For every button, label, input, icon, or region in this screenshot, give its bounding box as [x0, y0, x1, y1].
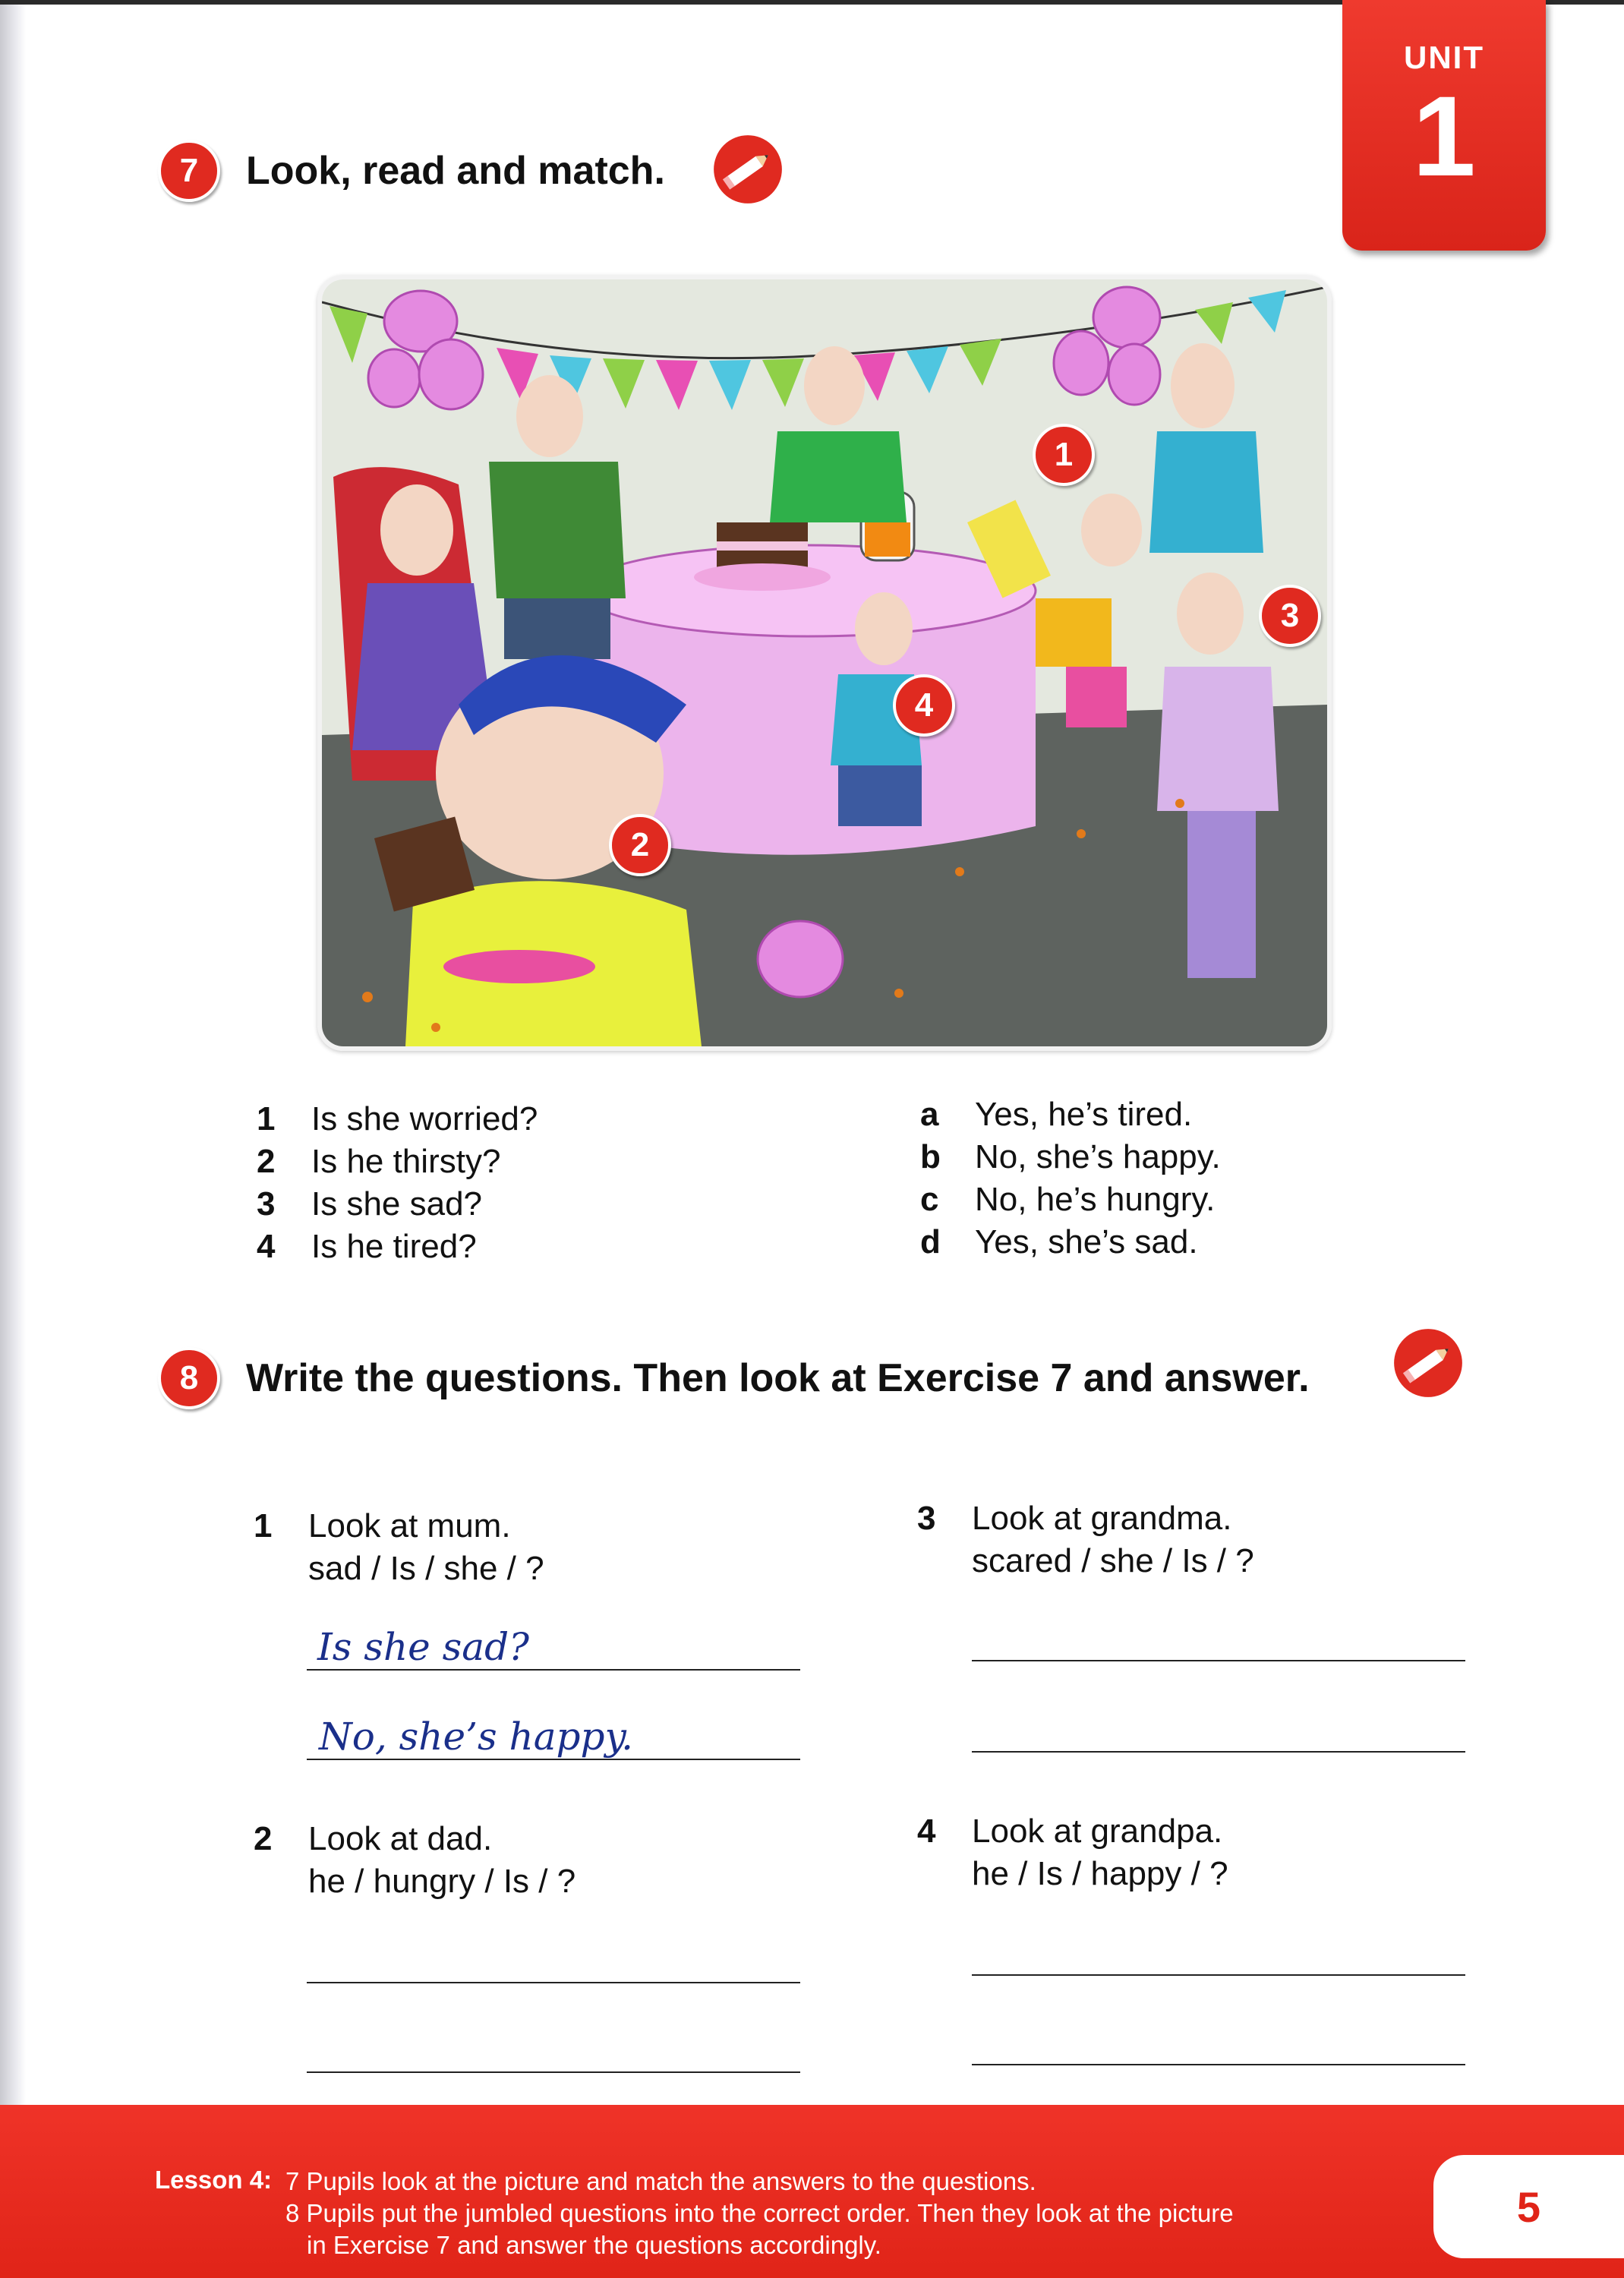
answer-letter: a: [920, 1096, 939, 1133]
teacher-notes: [285, 2166, 1234, 2261]
question-text: Is she sad?: [311, 1185, 483, 1223]
answer-text: Yes, she’s sad.: [975, 1223, 1198, 1260]
item-number: 1: [254, 1507, 273, 1544]
exercise-7-title: Look, read and match.: [246, 149, 665, 193]
question-text: Is he tired?: [311, 1228, 477, 1265]
handwritten-question: Is she sad?: [317, 1625, 529, 1669]
answer-line[interactable]: [307, 1982, 800, 1983]
answer-line[interactable]: [972, 2064, 1465, 2065]
item-jumbled-words: sad / Is / she / ?: [308, 1550, 544, 1587]
question-number: 4: [257, 1228, 276, 1265]
answer-line[interactable]: [307, 2071, 800, 2073]
list-item: [257, 1141, 538, 1183]
list-item: [257, 1098, 538, 1141]
answer-line[interactable]: [307, 1759, 800, 1760]
party-scene: [322, 279, 1327, 1046]
unit-number: 1: [1412, 72, 1476, 200]
item-prompt: Look at grandpa.: [972, 1813, 1223, 1850]
picture-marker-4: 4: [893, 674, 955, 737]
pencil-icon: [1389, 1324, 1467, 1402]
item-number: 2: [254, 1820, 273, 1857]
exercise-8-header: [158, 1347, 1310, 1409]
handwritten-answer: No, she’s happy.: [319, 1715, 634, 1759]
unit-label: UNIT: [1404, 39, 1484, 75]
teacher-notes-footer: [0, 2105, 1624, 2278]
item-prompt: Look at dad.: [308, 1820, 493, 1857]
answer-line[interactable]: [307, 1669, 800, 1671]
question-text: Is she worried?: [311, 1100, 538, 1137]
exercise-7-answers: [920, 1093, 1221, 1264]
item-jumbled-words: he / Is / happy / ?: [972, 1855, 1228, 1892]
item-jumbled-words: scared / she / Is / ?: [972, 1542, 1254, 1579]
page-number: 5: [1433, 2155, 1624, 2258]
item-number: 3: [917, 1500, 936, 1537]
exercise-8-title: Write the questions. Then look at Exercise 7 and answer.: [246, 1356, 1310, 1400]
picture-marker-2: 2: [609, 814, 671, 876]
answer-letter: b: [920, 1138, 941, 1175]
note-line: 8 Pupils put the jumbled questions into the correct order. Then they look at the picture: [285, 2199, 1234, 2227]
answer-line[interactable]: [972, 1660, 1465, 1661]
list-item: [920, 1178, 1221, 1221]
exercise-8-item-2: [254, 1818, 785, 1909]
answer-letter: c: [920, 1181, 939, 1218]
list-item: [920, 1136, 1221, 1178]
exercise-8-item-3: [917, 1497, 1449, 1589]
exercise-7-header: [158, 140, 665, 202]
list-item: [920, 1221, 1221, 1264]
picture-marker-3: 3: [1259, 585, 1321, 647]
picture-marker-1: 1: [1033, 424, 1095, 486]
answer-letter: d: [920, 1223, 941, 1260]
answer-text: No, he’s hungry.: [975, 1181, 1216, 1218]
item-prompt: Look at grandma.: [972, 1500, 1232, 1537]
unit-tab: [1342, 0, 1546, 251]
item-prompt: Look at mum.: [308, 1507, 511, 1544]
question-number: 1: [257, 1100, 276, 1137]
exercise-8-number: 8: [158, 1347, 220, 1409]
exercise-8-item-4: [917, 1810, 1449, 1901]
list-item: [920, 1093, 1221, 1136]
exercise-8-item-1: [254, 1505, 785, 1596]
list-item: [257, 1183, 538, 1226]
exercise-7-number: 7: [158, 140, 220, 202]
item-jumbled-words: he / hungry / Is / ?: [308, 1863, 576, 1900]
lesson-label: Lesson 4:: [155, 2166, 273, 2194]
question-number: 3: [257, 1185, 276, 1223]
pencil-icon: [709, 131, 787, 208]
note-line: 7 Pupils look at the picture and match the answers to the questions.: [285, 2167, 1036, 2195]
party-illustration: [317, 275, 1332, 1051]
item-number: 4: [917, 1813, 936, 1850]
note-line: in Exercise 7 and answer the questions accordingly.: [307, 2231, 881, 2259]
exercise-7-questions: [257, 1098, 538, 1268]
list-item: [257, 1226, 538, 1268]
answer-line[interactable]: [972, 1974, 1465, 1976]
question-number: 2: [257, 1143, 276, 1180]
page-spine-shadow: [0, 0, 26, 2278]
answer-text: No, she’s happy.: [975, 1138, 1221, 1175]
answer-line[interactable]: [972, 1751, 1465, 1753]
question-text: Is he thirsty?: [311, 1143, 501, 1180]
answer-text: Yes, he’s tired.: [975, 1096, 1193, 1133]
